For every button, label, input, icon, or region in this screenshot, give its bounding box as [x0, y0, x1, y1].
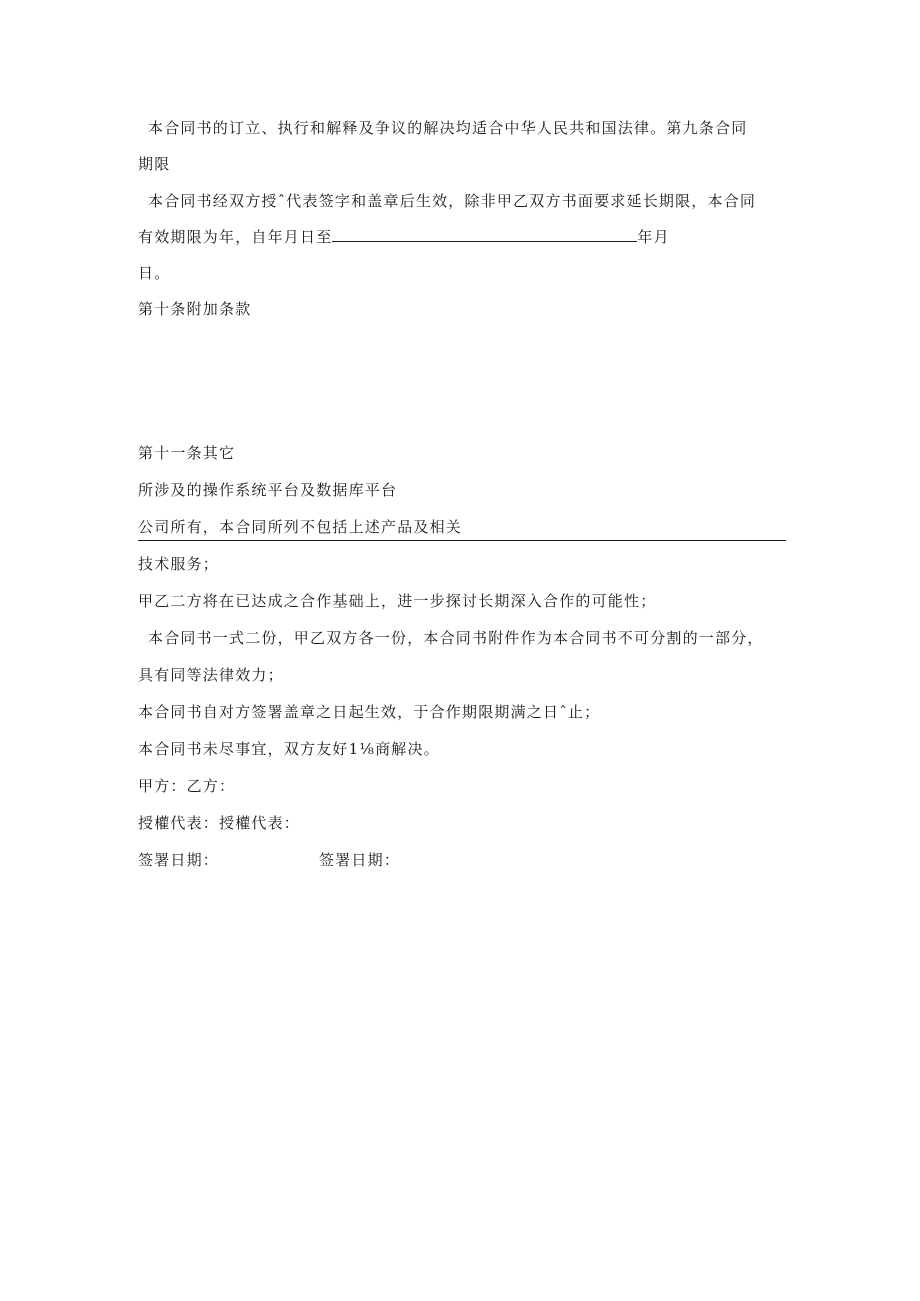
clause-negotiation: 本合同书未尽事宜，双方友好1⅛商解决。 — [138, 740, 440, 758]
clause-tech-service: 技术服务； — [138, 555, 220, 573]
signature-date-party-a: 签署日期： — [138, 851, 220, 869]
clause-effective: 本合同书自对方签署盖章之日起生效，于合作期限期满之日ˆ止； — [138, 703, 601, 721]
clause-ownership: 公司所有，本合同所列不包括上述产品及相关 — [138, 518, 463, 536]
governing-law-paragraph-cont: 期限 — [138, 155, 171, 173]
signature-date-party-b: 签署日期： — [319, 851, 401, 869]
term-period-text: 有效期限为年，自年月日至 — [138, 228, 333, 246]
date-blank-line — [332, 227, 637, 242]
clause-cooperation: 甲乙二方将在已达成之合作基础上，进一步探讨长期深入合作的可能性； — [138, 592, 657, 610]
clause-platform: 所涉及的操作系统平台及数据库平台 — [138, 481, 398, 499]
term-day-text: 日。 — [138, 264, 171, 282]
signature-representatives: 授權代表：授權代表： — [138, 814, 301, 832]
governing-law-paragraph: 本合同书的订立、执行和解释及争议的解决均适合中华人民共和国法律。第九条合同 — [148, 119, 748, 137]
term-year-month-text: 年月 — [637, 228, 670, 246]
signature-parties: 甲方：乙方： — [138, 777, 236, 795]
term-paragraph: 本合同书经双方授ˆ代表签字和盖章后生效，除非甲乙双方书面要求延长期限，本合同 — [148, 192, 757, 210]
horizontal-rule — [138, 540, 786, 541]
article-11-heading: 第十一条其它 — [138, 444, 236, 462]
clause-copies: 本合同书一式二份，甲乙双方各一份，本合同书附件作为本合同书不可分割的一部分， — [148, 629, 764, 647]
signature-dates — [138, 850, 400, 870]
term-paragraph-cont — [138, 227, 670, 247]
article-10-heading: 第十条附加条款 — [138, 300, 252, 318]
clause-copies-cont: 具有同等法律效力； — [138, 666, 284, 684]
